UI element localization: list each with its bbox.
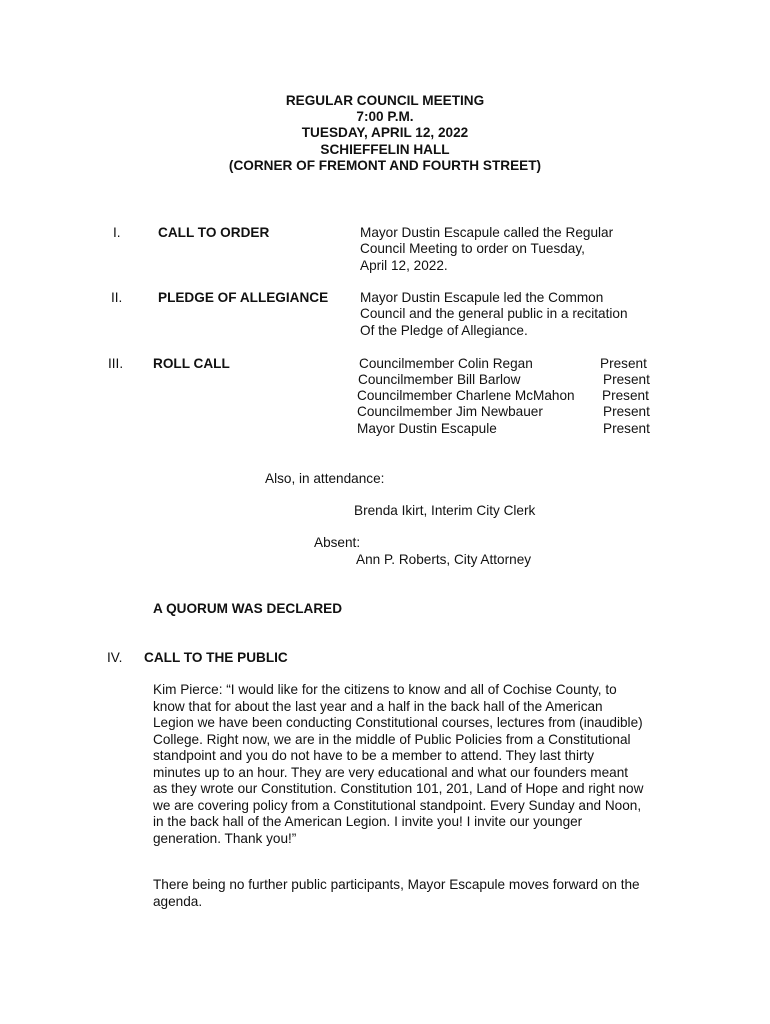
pledge-line: Mayor Dustin Escapule led the Common — [360, 290, 604, 305]
roll-call-row — [0, 356, 770, 372]
call-to-order-text — [360, 225, 613, 274]
roll-call-row — [0, 404, 770, 420]
also-in-attendance-name: Brenda Ikirt, Interim City Clerk — [354, 503, 536, 518]
member-status: Present — [603, 421, 650, 436]
section-numeral-2: II. — [111, 290, 123, 305]
public-comment-line: Kim Pierce: “I would like for the citizens to know and all of Cochise County, to — [153, 682, 617, 697]
pledge-line: Council and the general public in a recitation — [360, 306, 628, 322]
closing-paragraph — [153, 877, 663, 910]
public-comment-line: know that for about the last year and a half in the back hall of the American — [153, 698, 603, 714]
call-to-order-line: Council Meeting to order on Tuesday, — [360, 241, 585, 257]
section-numeral-3: III. — [108, 356, 124, 371]
member-status: Present — [600, 356, 647, 371]
public-comment-line: in the back hall of the American Legion. I invite you! I invite our younger — [153, 814, 583, 829]
header-location: (CORNER OF FREMONT AND FOURTH STREET) — [228, 157, 542, 173]
header-date: TUESDAY, APRIL 12, 2022 — [301, 125, 469, 141]
section-title-call-to-public: CALL TO THE PUBLIC — [144, 650, 288, 665]
section-title-pledge: PLEDGE OF ALLEGIANCE — [158, 290, 329, 305]
member-name: Councilmember Charlene McMahon — [357, 388, 575, 403]
member-status: Present — [603, 372, 650, 387]
section-numeral-1: I. — [113, 225, 121, 240]
closing-line: agenda. — [153, 893, 203, 909]
public-comment-line: Legion we have been conducting Constitutional courses, lectures from (inaudible) — [153, 715, 643, 730]
section-numeral-4: IV. — [107, 650, 123, 665]
document-header — [0, 93, 770, 174]
public-comment-line: we are covering policy from a Constitutional standpoint. Every Sunday and Noon, — [153, 797, 642, 813]
quorum-declaration: A QUORUM WAS DECLARED — [153, 601, 343, 616]
public-comment-line: as they wrote our Constitution. Constitution 101, 201, Land of Hope and right now — [153, 781, 644, 796]
member-status: Present — [602, 388, 649, 403]
public-comment-line: generation. Thank you!” — [153, 830, 297, 846]
call-to-order-line: April 12, 2022. — [360, 257, 448, 273]
call-to-order-line: Mayor Dustin Escapule called the Regular — [360, 225, 614, 240]
public-comment-line: minutes up to an hour. They are very educational and what our founders meant — [153, 764, 629, 780]
member-name: Mayor Dustin Escapule — [357, 421, 497, 436]
header-venue: SCHIEFFELIN HALL — [320, 141, 450, 157]
member-status: Present — [603, 404, 650, 419]
absent-name: Ann P. Roberts, City Attorney — [356, 552, 532, 567]
public-comment-paragraph — [153, 682, 663, 847]
absent-label: Absent: — [314, 535, 361, 550]
roll-call-row — [0, 388, 770, 404]
pledge-text — [360, 290, 628, 339]
section-title-roll-call: ROLL CALL — [153, 356, 230, 371]
roll-call-row — [0, 421, 770, 437]
closing-line: There being no further public participants, Mayor Escapule moves forward on the — [153, 877, 640, 892]
header-time: 7:00 P.M. — [356, 109, 414, 125]
section-title-call-to-order: CALL TO ORDER — [158, 225, 270, 240]
header-meeting-title: REGULAR COUNCIL MEETING — [285, 93, 485, 108]
public-comment-line: standpoint and you do not have to be a member to attend. They last thirty — [153, 748, 595, 763]
pledge-line: Of the Pledge of Allegiance. — [360, 322, 528, 338]
roll-call-row — [0, 372, 770, 388]
member-name: Councilmember Bill Barlow — [358, 372, 521, 387]
member-name: Councilmember Jim Newbauer — [357, 404, 543, 419]
also-in-attendance-label: Also, in attendance: — [265, 471, 385, 486]
public-comment-line: College. Right now, we are in the middle of Public Policies from a Constitutional — [153, 731, 631, 747]
member-name: Councilmember Colin Regan — [359, 356, 533, 371]
